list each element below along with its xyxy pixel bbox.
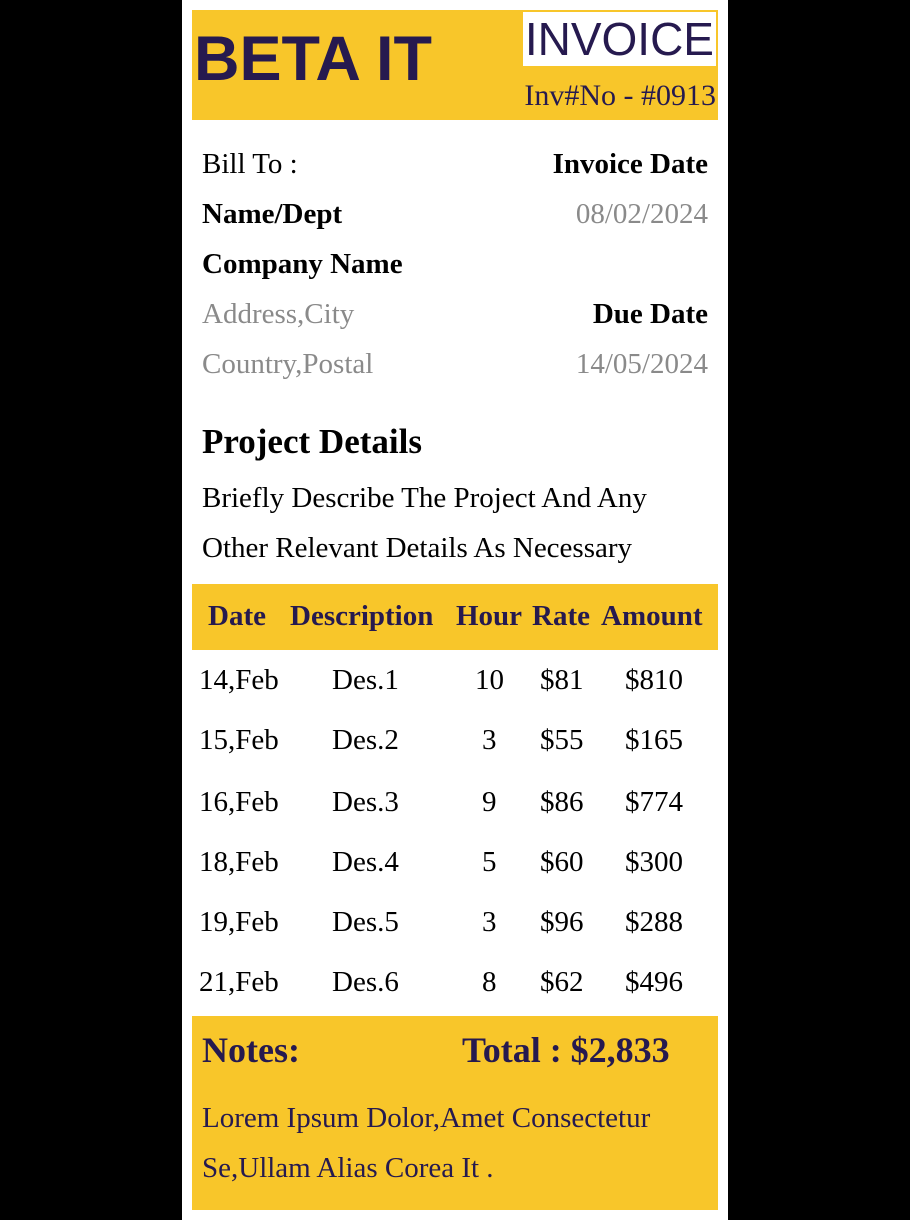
row-amount: $165 xyxy=(625,724,683,756)
invoice-footer xyxy=(192,1016,718,1210)
header-rate: Rate xyxy=(532,600,590,632)
row-description: Des.2 xyxy=(332,724,399,756)
header-date: Date xyxy=(208,600,266,632)
table-row xyxy=(192,832,718,892)
table-header xyxy=(192,584,718,650)
invoice-number: Inv#No - #0913 xyxy=(524,79,716,112)
row-date: 15,Feb xyxy=(199,724,279,756)
invoice-total: Total : $2,833 xyxy=(462,1030,670,1070)
table-row xyxy=(192,892,718,952)
invoice-date-value: 08/02/2024 xyxy=(575,198,708,230)
row-amount: $810 xyxy=(625,664,683,696)
invoice-header xyxy=(192,10,718,120)
due-date-value: 14/05/2024 xyxy=(575,348,708,380)
row-rate: $60 xyxy=(540,846,584,878)
row-hour: 8 xyxy=(482,966,497,998)
table-row xyxy=(192,650,718,710)
name-dept: Name/Dept xyxy=(202,198,343,230)
row-amount: $288 xyxy=(625,906,683,938)
row-date: 18,Feb xyxy=(199,846,279,878)
row-amount: $300 xyxy=(625,846,683,878)
row-amount: $496 xyxy=(625,966,683,998)
row-rate: $62 xyxy=(540,966,584,998)
row-hour: 3 xyxy=(482,906,497,938)
due-date-label: Due Date xyxy=(592,298,708,330)
header-amount: Amount xyxy=(601,600,703,632)
row-hour: 10 xyxy=(475,664,504,696)
row-date: 14,Feb xyxy=(199,664,279,696)
address-city: Address,City xyxy=(202,298,355,330)
row-description: Des.5 xyxy=(332,906,399,938)
table-row xyxy=(192,710,718,770)
bill-to-label: Bill To : xyxy=(202,148,298,180)
row-date: 16,Feb xyxy=(199,786,279,818)
invoice-page xyxy=(182,0,728,1220)
row-date: 21,Feb xyxy=(199,966,279,998)
row-hour: 5 xyxy=(482,846,497,878)
table-row xyxy=(192,772,718,832)
project-description: Briefly Describe The Project And Any Other Relevant Details As Necessary xyxy=(202,482,647,564)
row-description: Des.4 xyxy=(332,846,399,878)
project-details-title: Project Details xyxy=(202,422,422,461)
row-rate: $86 xyxy=(540,786,584,818)
row-description: Des.3 xyxy=(332,786,399,818)
header-hour: Hour xyxy=(456,600,523,632)
country-postal: Country,Postal xyxy=(202,348,374,380)
row-rate: $81 xyxy=(540,664,584,696)
table-row xyxy=(192,952,718,1012)
row-rate: $96 xyxy=(540,906,584,938)
invoice-date-label: Invoice Date xyxy=(552,148,708,180)
row-description: Des.1 xyxy=(332,664,399,696)
row-amount: $774 xyxy=(625,786,683,818)
row-hour: 3 xyxy=(482,724,497,756)
notes-text: Lorem Ipsum Dolor,Amet Consectetur Se,Ullam Alias Corea It . xyxy=(202,1102,651,1184)
row-description: Des.6 xyxy=(332,966,399,998)
invoice-title: INVOICE xyxy=(524,13,714,65)
company-logo: BETA IT xyxy=(194,24,432,94)
notes-label: Notes: xyxy=(202,1030,300,1070)
row-rate: $55 xyxy=(540,724,584,756)
header-description: Description xyxy=(290,600,434,632)
row-hour: 9 xyxy=(482,786,497,818)
company-name: Company Name xyxy=(202,248,403,280)
row-date: 19,Feb xyxy=(199,906,279,938)
